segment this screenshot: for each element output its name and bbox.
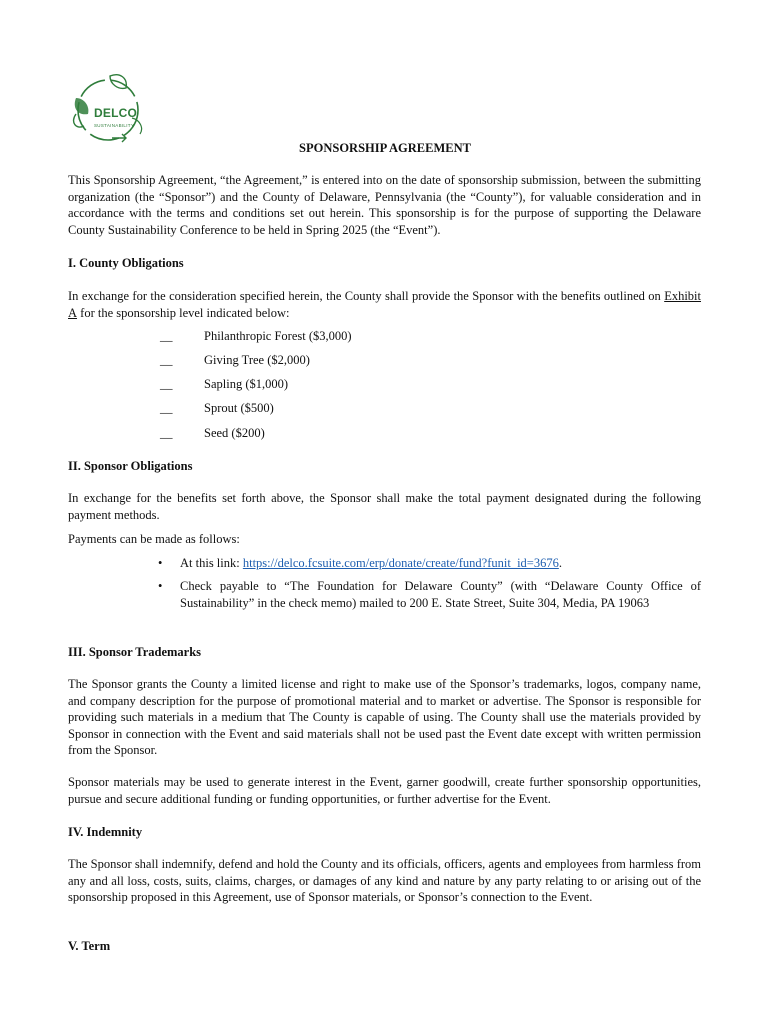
bullet-prefix: At this link:	[180, 556, 243, 570]
level-label: Giving Tree ($2,000)	[204, 353, 310, 367]
section-2-text: In exchange for the benefits set forth above, the Sponsor shall make the total payment designated during the following payment methods.	[68, 491, 701, 522]
payments-intro: Payments can be made as follows:	[68, 532, 240, 546]
section-3-paragraph-1: The Sponsor grants the County a limited license and right to make use of the Sponsor’s trademarks, logos, company name, and company description for the purpose of promotional material and to market or advertise. The Sponsor is responsible for providing such materials in a medium that The County is capable of using. The County shall use the materials provided by Sponsor in connection with the Event and said materials shall not be used past the Event date except with written permission from the Sponsor.	[68, 677, 701, 757]
exhibit-a-reference: Exhibit A	[68, 289, 701, 320]
section-1-text-before: In exchange for the consideration specified herein, the County shall provide the Sponsor with the benefits outlined on	[68, 289, 665, 303]
level-label: Seed ($200)	[204, 426, 265, 440]
level-label: Sprout ($500)	[204, 401, 274, 415]
level-label: Philanthropic Forest ($3,000)	[204, 329, 352, 343]
level-blank[interactable]: __	[160, 401, 173, 415]
level-blank[interactable]: __	[160, 353, 173, 367]
level-blank[interactable]: __	[160, 329, 173, 343]
document-title: SPONSORSHIP AGREEMENT	[299, 141, 471, 155]
level-blank[interactable]: __	[160, 426, 173, 440]
donation-link[interactable]: https://delco.fcsuite.com/erp/donate/create/fund?funit_id=3676	[242, 556, 559, 570]
section-3-paragraph-2: Sponsor materials may be used to generate interest in the Event, garner goodwill, create further sponsorship opportunities, pursue and secure additional funding or funding opportunities, or further advertise for the Event.	[68, 775, 701, 806]
section-5-heading: V. Term	[68, 939, 111, 953]
logo-subtitle: SUSTAINABILITY	[94, 123, 135, 128]
section-4-heading: IV. Indemnity	[68, 825, 143, 839]
section-1-heading: I. County Obligations	[68, 256, 184, 270]
intro-paragraph: This Sponsorship Agreement, “the Agreement,” is entered into on the date of sponsorship submission, between the submitting organization (the “Sponsor”) and the County of Delaware, Pennsylvania (the “County”), for valuable consideration and in accordance with the terms and conditions set out herein. This sponsorship is for the purpose of supporting the Delaware County Sustainability Conference to be held in Spring 2025 (the “Event”).	[68, 173, 701, 237]
bullet-icon: •	[158, 556, 163, 570]
bullet-icon: •	[158, 579, 163, 593]
section-2-heading: II. Sponsor Obligations	[68, 459, 193, 473]
bullet-text: Check payable to “The Foundation for Delaware County” (with “Delaware County Office of Sustainability” in the check memo) mailed to 200 E. State Street, Suite 304, Media, PA 19063	[180, 579, 701, 610]
section-1-text	[68, 288, 701, 321]
bullet-text	[180, 555, 701, 572]
logo-name: DELCO	[94, 106, 137, 120]
section-4-text: The Sponsor shall indemnify, defend and hold the County and its officials, officers, agents and employees from harmless from any and all loss, costs, suits, claims, charges, or damages of any kind and nature by any party relating to or arising out of the sponsorship proposed in this Agreement, use of Sponsor materials, or Sponsor’s connection to the Event.	[68, 857, 701, 904]
level-blank[interactable]: __	[160, 377, 173, 391]
level-label: Sapling ($1,000)	[204, 377, 289, 391]
bullet-suffix: .	[558, 556, 562, 570]
section-3-heading: III. Sponsor Trademarks	[68, 645, 202, 659]
section-1-text-after: for the sponsorship level indicated below:	[77, 305, 290, 320]
